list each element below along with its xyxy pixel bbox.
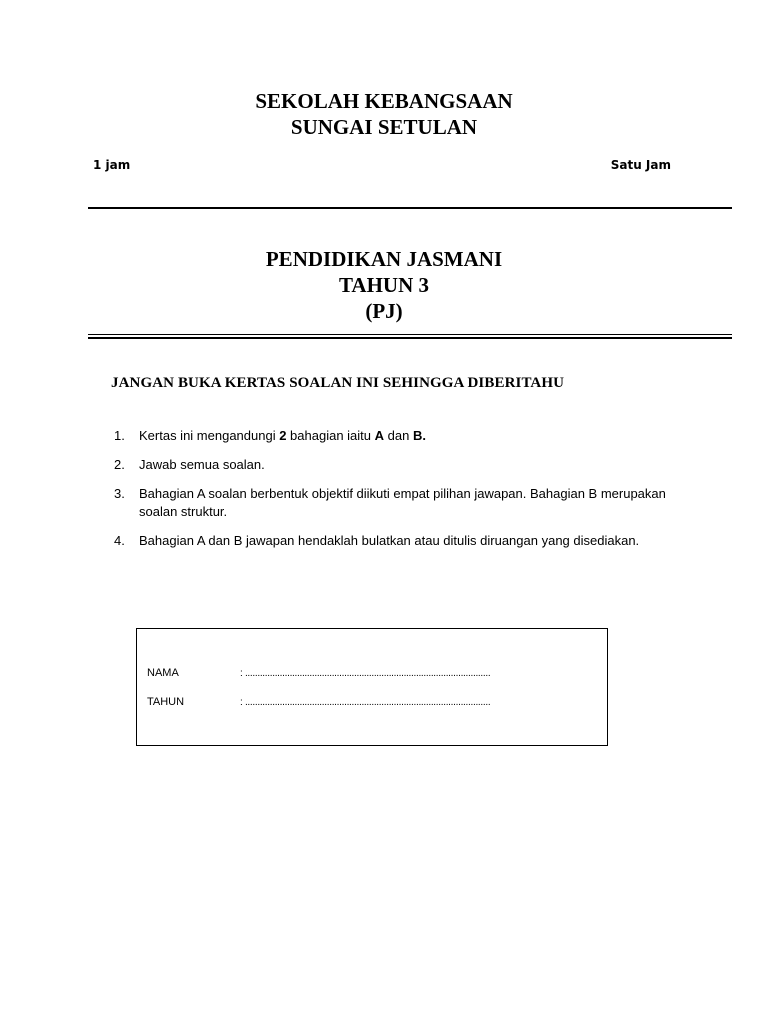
student-info-box [136, 628, 608, 746]
duration-right: Satu Jam [610, 158, 671, 172]
instruction-emphasis: A [374, 428, 385, 443]
instruction-number: 2. [114, 457, 125, 472]
instruction-text: dan [384, 428, 413, 443]
name-field-row[interactable] [147, 666, 490, 681]
instruction-text: Kertas ini mengandungi [139, 428, 280, 443]
instruction-text: bahagian iaitu [286, 428, 375, 443]
instruction-text: Jawab semua soalan. [139, 457, 265, 472]
instruction-number: 1. [114, 428, 125, 443]
year-field[interactable]: : ................................................................................................... [240, 697, 491, 708]
subject-line3: (PJ) [365, 299, 403, 323]
school-name-line1: SEKOLAH KEBANGSAAN [255, 89, 513, 113]
school-name [0, 88, 768, 140]
instruction-text: Bahagian A soalan berbentuk objektif diikuti empat pilihan jawapan. Bahagian B merupakan soalan struktur. [139, 486, 666, 519]
name-field[interactable]: : ................................................................................................... [240, 668, 491, 679]
instruction-emphasis: B. [412, 428, 426, 443]
instruction-item [114, 532, 674, 550]
subject-line2: TAHUN 3 [338, 273, 430, 297]
instruction-number: 3. [114, 486, 125, 501]
top-divider [88, 207, 732, 209]
school-name-line2: SUNGAI SETULAN [290, 115, 478, 139]
subject-title [0, 246, 768, 324]
year-label: TAHUN [147, 696, 185, 708]
year-field-row[interactable] [147, 695, 490, 710]
double-divider-thin [88, 334, 732, 335]
duration-left: 1 jam [93, 158, 131, 172]
instruction-emphasis: 2 [279, 428, 287, 443]
instruction-item [114, 427, 674, 445]
warning-notice: JANGAN BUKA KERTAS SOALAN INI SEHINGGA DIBERITAHU [111, 375, 565, 391]
instruction-text: Bahagian A dan B jawapan hendaklah bulatkan atau ditulis diruangan yang disediakan. [139, 533, 640, 548]
subject-line1: PENDIDIKAN JASMANI [265, 247, 503, 271]
double-divider-thick [88, 337, 732, 339]
name-label: NAMA [147, 667, 179, 679]
instructions-list [114, 427, 674, 561]
instruction-item [114, 456, 674, 474]
instruction-number: 4. [114, 533, 125, 548]
instruction-item [114, 485, 674, 521]
